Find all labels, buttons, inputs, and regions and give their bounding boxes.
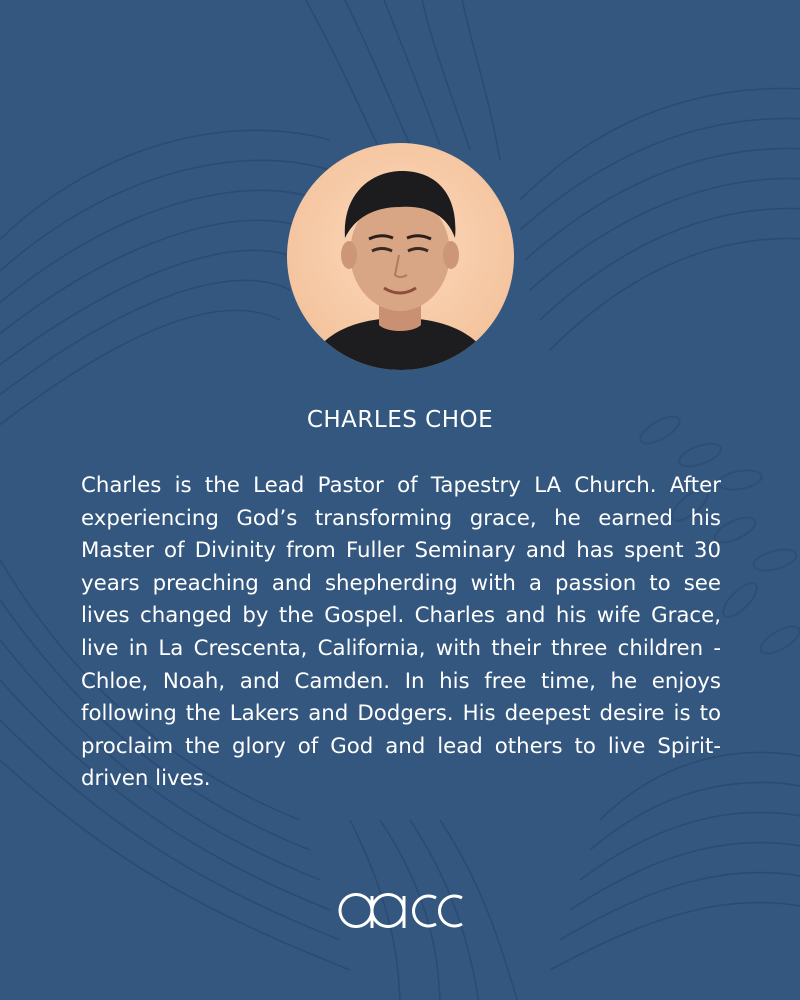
biography-text: Charles is the Lead Pastor of Tapestry LA Church. After experiencing God’s transforming grace, he earned his Master of Divinity from Fuller Seminary and has spent 30 years preaching and shepherding with a passion to see lives changed by the Gospel. Charles and his wife Grace, live in La Crescenta, California, with their three children - Chloe, Noah, and Camden. In his free time, he enjoys following the Lakers and Dodgers. His deepest desire is to proclaim the glory of God and lead others to live Spirit-driven lives. (81, 473, 721, 792)
aacc-logo (336, 888, 464, 932)
portrait-photo (287, 143, 514, 370)
person-name: CHARLES CHOE (306, 407, 494, 433)
